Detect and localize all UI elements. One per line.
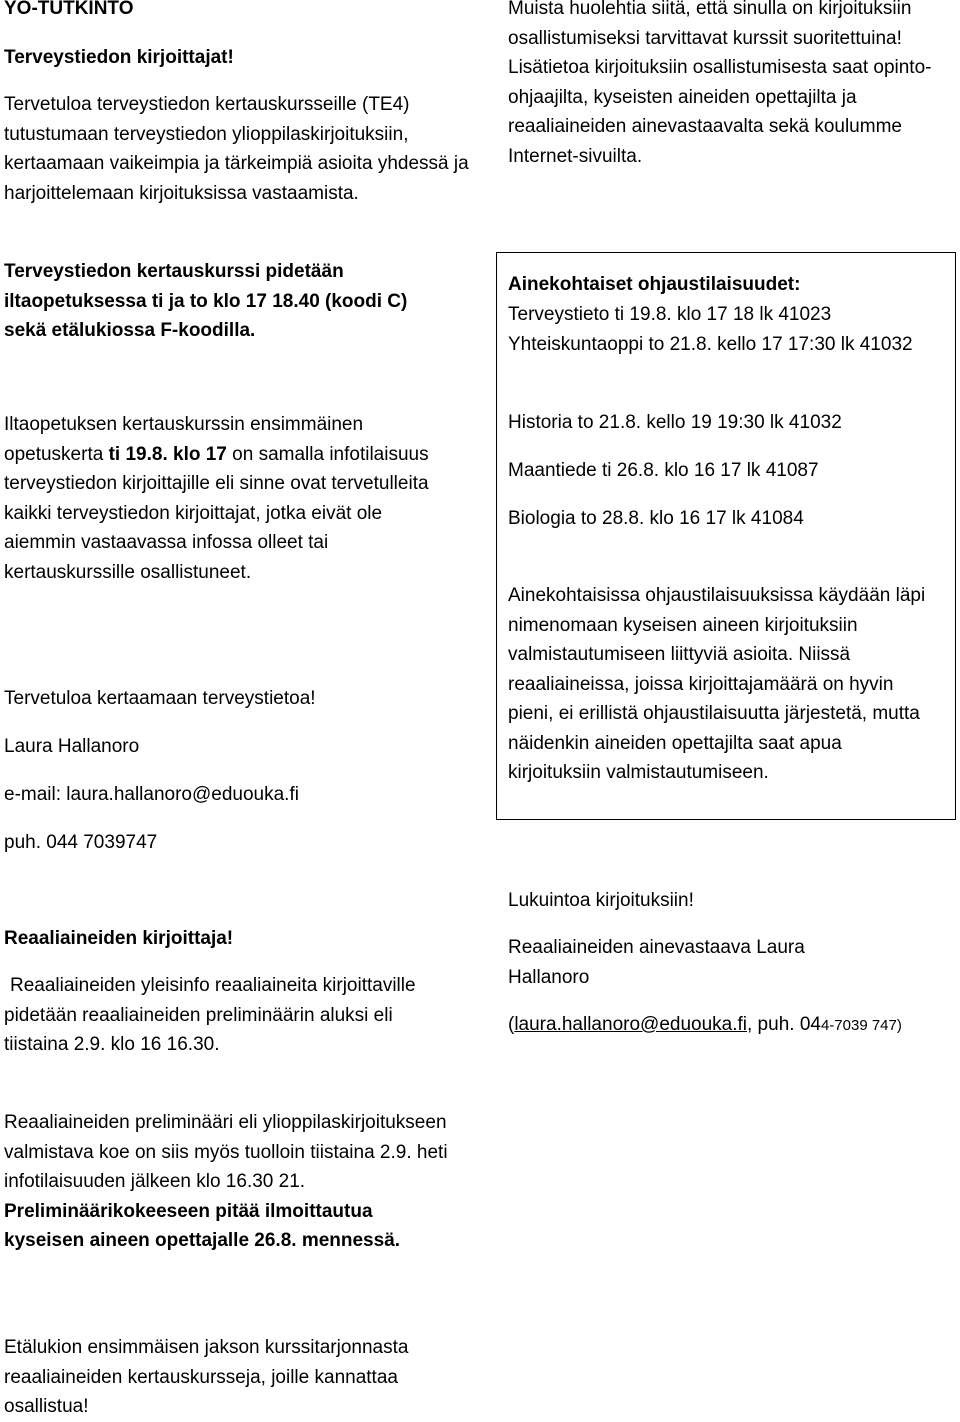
session-item: Yhteiskuntaoppi to 21.8. kello 17 17:30 lk 41032 <box>508 334 913 355</box>
teacher-email: e-mail: laura.hallanoro@eduouka.fi <box>4 784 299 805</box>
notice-paragraph: Muista huolehtia siitä, että sinulla on kirjoituksiin osallistumiseksi tarvittavat kurssit suoritettuina! Lisätietoa kirjoituksiin osallistumisesta saat opinto-ohjaajilta, kyseisten aineiden opettajilta ja reaaliaineiden ainevastaavalta sekä koulumme Internet-sivuilta. <box>508 0 932 167</box>
session-item: Biologia to 28.8. klo 16 17 lk 41084 <box>508 508 804 529</box>
yo-tutkinto-heading: YO-TUTKINTO <box>4 0 134 19</box>
session-item: Terveystieto ti 19.8. klo 17 18 lk 41023 <box>508 304 832 325</box>
teacher-phone: puh. 044 7039747 <box>4 832 158 853</box>
contact-phone: , puh. 04 <box>747 1014 821 1035</box>
first-session-text: Iltaopetuksen kertauskurssin ensimmäinen opetuskerta <box>4 414 364 465</box>
first-session-text-cont: on samalla infotilaisuus terveystiedon kirjoittajille eli sinne ovat tervetulleita kaikki terveystiedon kirjoittajat, jotka eivät ole aiemmin vastaavassa infossa olleet tai kertauskurssille osallistuneet. <box>4 443 429 583</box>
good-luck-text: Lukuintoa kirjoituksiin! <box>508 890 694 911</box>
course-schedule-paragraph: Terveystiedon kertauskurssi pidetään iltaopetuksessa ti ja to klo 17 18.40 (koodi C) sekä etälukiossa F-koodilla. <box>4 261 408 341</box>
teacher-name: Laura Hallanoro <box>4 736 140 757</box>
real-subjects-heading: Reaaliaineiden kirjoittaja! <box>4 928 234 949</box>
contact-open: ( <box>508 1014 515 1035</box>
health-writers-heading: Terveystiedon kirjoittajat! <box>4 47 234 68</box>
contact-phone-small: 4-7039 747) <box>820 1017 902 1034</box>
first-session-paragraph <box>4 410 444 587</box>
sessions-description: Ainekohtaisissa ohjaustilaisuuksissa käydään läpi nimenomaan kyseisen aineen kirjoituksiin valmistautumiseen liittyviä asioita. Niissä reaaliaineissa, joissa kirjoittajamäärä on hyvin pieni, ei erillistä ohjaustilaisuutta järjestetä, mutta näidenkin aineiden opettajilta saat apua kirjoituksiin valmistautumiseen. <box>508 585 926 783</box>
real-info-paragraph: Reaaliaineiden yleisinfo reaaliaineita kirjoittaville pidetään reaaliaineiden preliminäärin aluksi eli tiistaina 2.9. klo 16 16.30. <box>4 975 416 1055</box>
prelim-registration-note: Preliminäärikokeeseen pitää ilmoittautua kyseisen aineen opettajalle 26.8. mennessä. <box>4 1200 401 1251</box>
contact-details <box>508 1010 948 1041</box>
first-session-date: ti 19.8. klo 17 <box>108 443 227 465</box>
contact-title: Reaaliaineiden ainevastaava Laura Hallanoro <box>508 937 805 988</box>
sessions-heading: Ainekohtaiset ohjaustilaisuudet: <box>508 274 801 295</box>
prelim-text: Reaaliaineiden preliminääri eli ylioppilaskirjoitukseen valmistava koe on siis myös tuolloin tiistaina 2.9. heti infotilaisuuden jälkeen klo 16.30 21. <box>4 1112 448 1192</box>
session-item: Maantiede ti 26.8. klo 16 17 lk 41087 <box>508 460 819 481</box>
welcome-text: Tervetuloa kertaamaan terveystietoa! <box>4 688 316 709</box>
contact-email-link[interactable]: laura.hallanoro@eduouka.fi <box>514 1014 747 1035</box>
prelim-paragraph <box>4 1108 449 1256</box>
session-item: Historia to 21.8. kello 19 19:30 lk 41032 <box>508 412 842 433</box>
intro-paragraph: Tervetuloa terveystiedon kertauskursseille (TE4) tutustumaan terveystiedon ylioppilaskirjoituksiin, kertaamaan vaikeimpia ja tärkeimpiä asioita yhdessä ja harjoittelemaan kirjoituksissa vastaamista. <box>4 94 469 204</box>
distance-learning-paragraph: Etälukion ensimmäisen jakson kurssitarjonnasta reaaliaineiden kertauskursseja, joille kannattaa osallistua! <box>4 1337 409 1417</box>
